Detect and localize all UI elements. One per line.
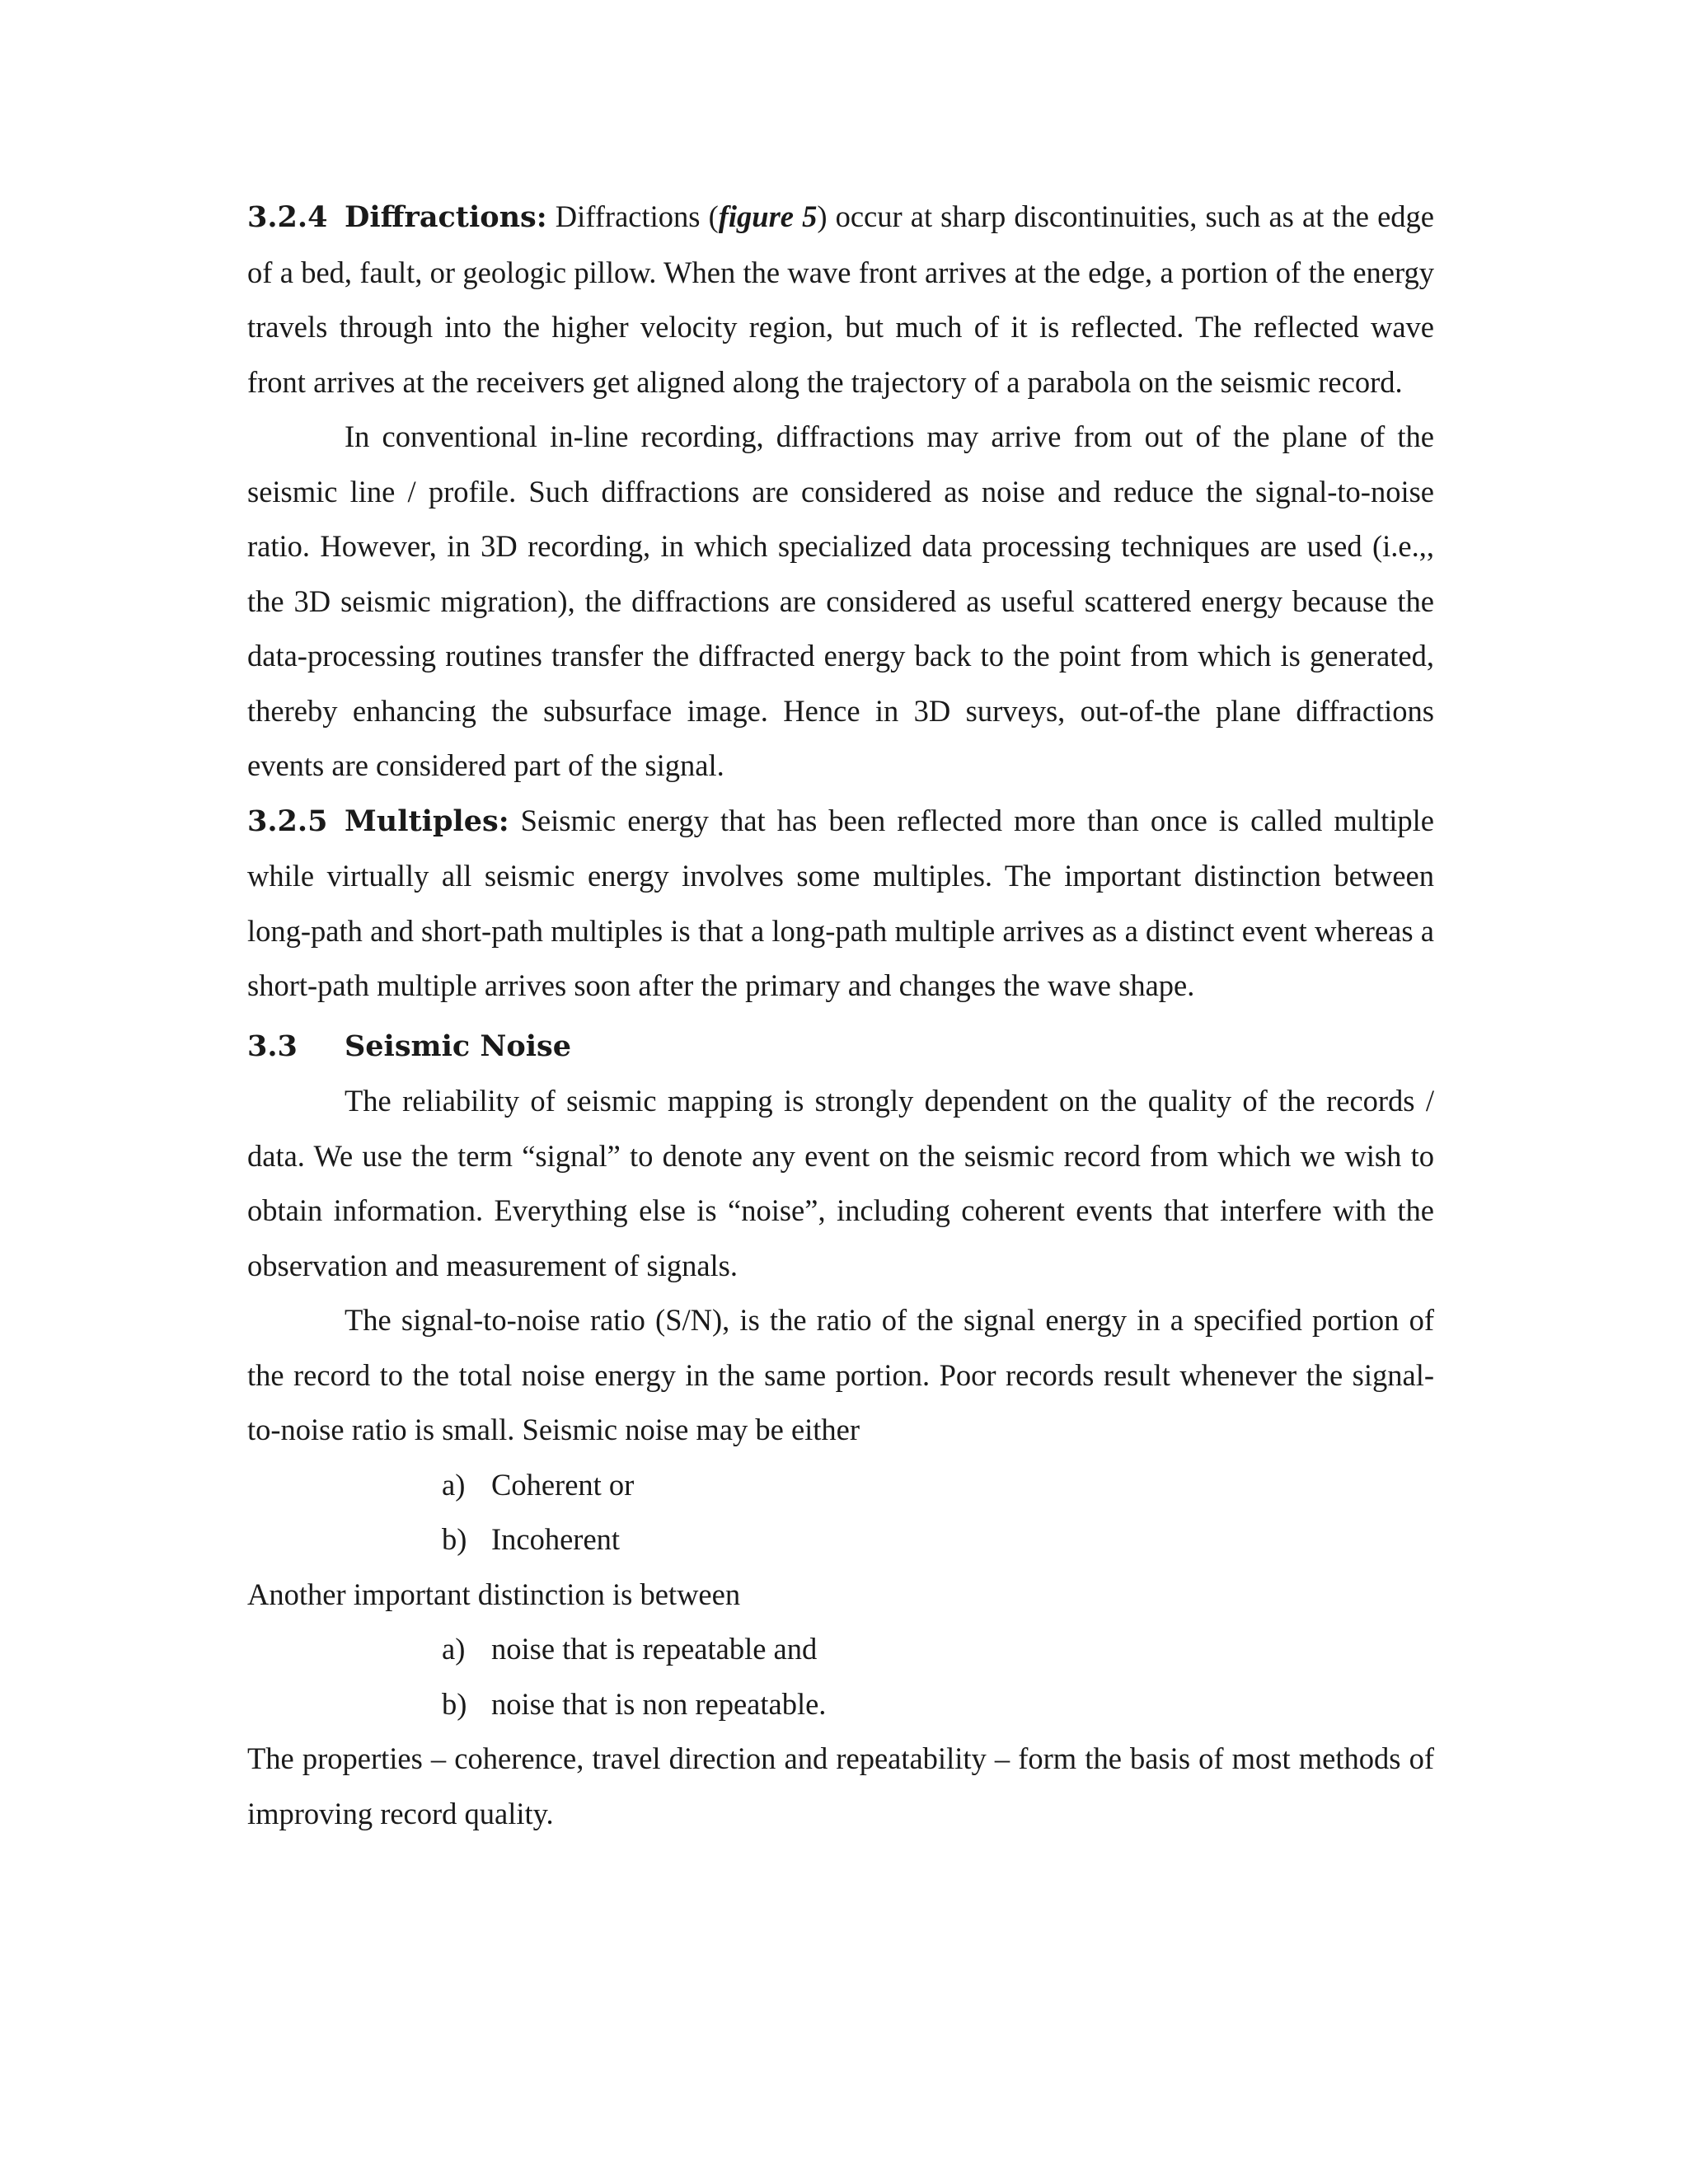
list-item-text: Coherent or (491, 1467, 635, 1502)
noise-type-list (247, 1458, 1434, 1568)
section-number: 3.2.5 (247, 804, 328, 838)
list-marker: b) (442, 1686, 467, 1721)
list-item (247, 1458, 1434, 1513)
list-marker: a) (442, 1632, 466, 1666)
list-item (247, 1622, 1434, 1677)
paragraph-text: ) occur at sharp discontinuities, such as at the edge of a bed, fault, or geologic pillow. When the wave front arrives at the edge, a portion of the energy travels through into the higher velocity region, but much of it is reflected. The reflected wave front arrives at the receivers get aligned along the trajectory of a parabola on the seismic record. (247, 199, 1434, 399)
list-marker: b) (442, 1522, 467, 1556)
list-item (247, 1677, 1434, 1732)
section-title: Diffractions: (345, 200, 547, 234)
noise-repeatability-list (247, 1622, 1434, 1732)
figure-reference: figure 5 (718, 199, 818, 233)
paragraph: In conventional in-line recording, diffractions may arrive from out of the plane of the seismic line / profile. Such diffractions are considered as noise and reduce the signal-to-noise ratio. However, in 3D recording, in which specialized data processing techniques are used (i.e.,, the 3D seismic migration), the diffractions are considered as useful scattered energy because the data-processing routines transfer the diffracted energy back to the point from which is generated, thereby enhancing the subsurface image. Hence in 3D surveys, out-of-the plane diffractions events are considered part of the signal. (247, 419, 1434, 782)
list-marker: a) (442, 1467, 466, 1502)
paragraph: The properties – coherence, travel direction and repeatability – form the basis of most methods of improving record quality. (247, 1741, 1434, 1830)
list-item-text: noise that is non repeatable. (491, 1686, 827, 1721)
paragraph-text: Seismic energy that has been reflected more than once is called multiple while virtually all seismic energy involves some multiples. The important distinction between long-path and short-path multiples is that a long-path multiple arrives as a distinct event whereas a short-path multiple arrives soon after the primary and changes the wave shape. (247, 803, 1434, 1002)
list-item (247, 1512, 1434, 1568)
section-title: Seismic Noise (345, 1029, 571, 1063)
paragraph: Another important distinction is between (247, 1577, 741, 1611)
list-item-text: Incoherent (491, 1522, 621, 1556)
section-3-2-5-paragraph (247, 794, 1434, 1014)
list-item-text: noise that is repeatable and (491, 1632, 818, 1666)
paragraph: The reliability of seismic mapping is strongly dependent on the quality of the records / data. We use the term “signal” to denote any event on the seismic record from which we wish to obtain information. Everything else is “noise”, including coherent events that interfere with the observation and measurement of signals. (247, 1084, 1434, 1282)
section-number: 3.3 (247, 1029, 298, 1063)
section-title: Multiples: (345, 804, 509, 838)
paragraph: The signal-to-noise ratio (S/N), is the ratio of the signal energy in a specified portion of the record to the total noise energy in the same portion. Poor records result whenever the signal-to-noise ratio is small. Seismic noise may be either (247, 1303, 1434, 1446)
section-number: 3.2.4 (247, 200, 328, 234)
paragraph-text: Diffractions ( (546, 199, 719, 233)
document-page (247, 190, 1434, 1841)
section-3-2-4-paragraph (247, 190, 1434, 410)
section-3-3-heading (247, 1014, 1434, 1075)
